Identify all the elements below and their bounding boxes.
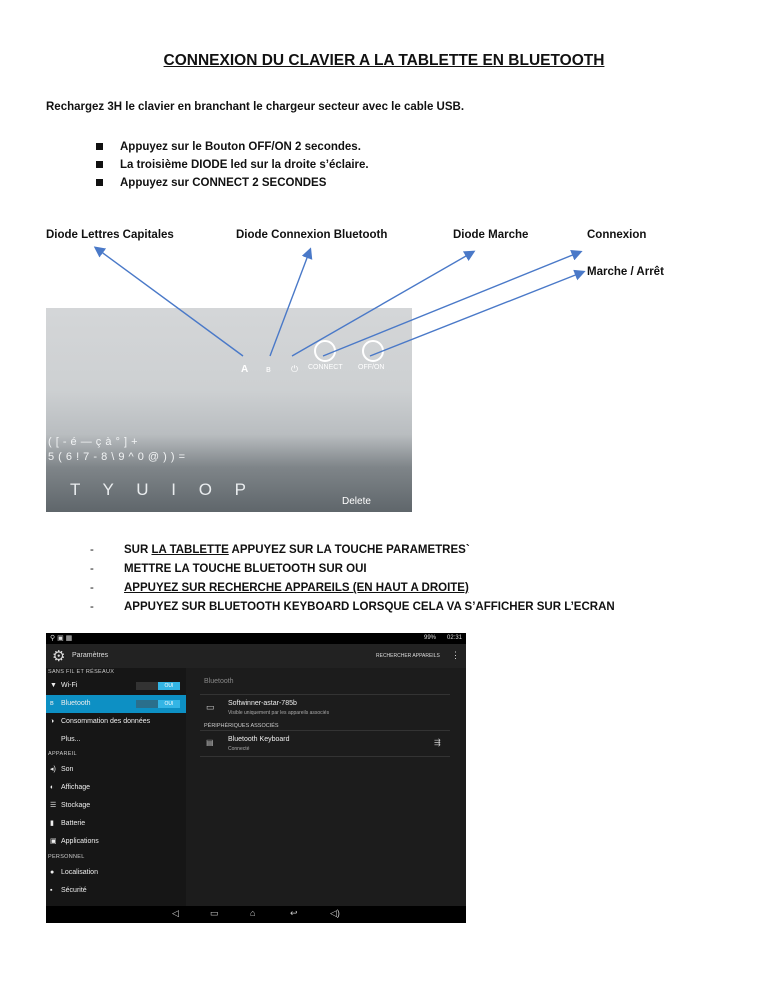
sidebar-item-location[interactable]: ● Localisation [46,864,186,882]
app-title: Paramètres [72,652,109,659]
sidebar-item-sound[interactable]: ◂) Son [46,761,186,779]
laptop-icon: ▭ [206,702,215,712]
intro-text: Rechargez 3H le clavier en branchant le chargeur secteur avec le cable USB. [46,101,465,113]
device-visibility: Visible uniquement par les appareils associés [228,710,330,716]
divider [200,756,450,757]
key-row-bottom: T Y U I O P [70,480,246,499]
status-bar [46,633,466,644]
search-devices-button[interactable]: RECHERCHER APPAREILS [376,653,440,659]
key-row-top: ( [ - é — ç à ° ] + [48,436,139,448]
offon-button-icon [362,340,384,362]
action-bar [46,644,466,668]
connect-button-icon [314,340,336,362]
bluetooth-icon: ʙ [50,700,54,707]
step-item: Appuyez sur le Bouton OFF/ON 2 secondes. [96,138,369,156]
label-bt-led: Diode Connexion Bluetooth [236,229,388,241]
sound-icon: ◂) [50,766,56,773]
lock-icon: ▪ [50,887,53,894]
paired-device-status: Connecté [228,746,250,752]
step-list [96,138,369,192]
navigation-bar [46,906,466,923]
tablet-step-item: - APPUYEZ SUR BLUETOOTH KEYBOARD LORSQUE CELA VA S’AFFICHER SUR L’ECRAN [90,598,615,617]
volume-down-icon[interactable]: ◁ [172,908,179,918]
step-item: La troisième DIODE led sur la droite s’éclaire. [96,156,369,174]
divider [200,694,450,695]
location-icon: ● [50,869,55,876]
battery-icon: ▮ [50,820,54,827]
device-settings-icon[interactable]: ⇶ [434,738,441,747]
status-time: 02:31 [446,635,462,641]
overflow-menu-icon[interactable]: ⋮ [451,650,460,660]
wifi-icon: ▼ [50,682,57,689]
sidebar-item-apps[interactable]: ▣ Applications [46,833,186,851]
sidebar-item-display[interactable]: ◐ Affichage [46,779,186,797]
sidebar-item-wifi[interactable]: ▼ Wi-Fi OUI [46,677,186,695]
settings-sidebar [46,668,186,906]
delete-key-label: Delete [342,496,371,507]
home-icon[interactable]: ⌂ [250,908,256,918]
section-personal: PERSONNEL [48,854,85,860]
storage-icon: ☰ [50,802,57,809]
divider [200,730,450,731]
sidebar-item-bluetooth[interactable]: ʙ Bluetooth OUI [46,695,186,713]
bluetooth-led-icon: ʙ [266,364,271,374]
label-onoff: Marche / Arrêt [587,266,664,278]
bluetooth-toggle[interactable]: OUI [136,700,180,708]
wifi-toggle[interactable]: OUI [136,682,180,690]
key-row-middle: 5 ( 6 ! 7 - 8 \ 9 ^ 0 @ ) ) = [48,451,186,463]
section-wireless: SANS FIL ET RÉSEAUX [48,669,115,675]
page-title: CONNEXION DU CLAVIER A LA TABLETTE EN BLUETOOTH [163,52,605,69]
caps-led-label: A [241,364,249,375]
sidebar-item-storage[interactable]: ☰ Stockage [46,797,186,815]
volume-up-icon[interactable]: ◁) [330,908,340,918]
connect-label: CONNECT [308,364,343,371]
keyboard-photo [46,308,412,512]
status-icons-left: ⚲ ▣ ▦ [50,635,73,642]
tablet-step-list [90,541,615,617]
recent-apps-icon[interactable]: ▭ [210,908,219,918]
paired-devices-header: PÉRIPHÉRIQUES ASSOCIÉS [204,723,279,729]
step-item: Appuyez sur CONNECT 2 SECONDES [96,174,369,192]
display-icon: ◐ [50,784,55,791]
android-settings-screenshot [46,633,466,923]
data-usage-icon: ◑ [50,718,55,725]
keyboard-icon: ▤ [206,738,214,747]
label-connect: Connexion [587,229,647,241]
bluetooth-header: Bluetooth [204,678,234,685]
apps-icon: ▣ [50,838,57,845]
tablet-step-item: - METTRE LA TOUCHE BLUETOOTH SUR OUI [90,560,615,579]
sidebar-item-more[interactable]: Plus... [61,736,81,743]
settings-gear-icon: ⚙ [52,648,66,665]
power-led-icon: ⏻ [291,364,299,374]
status-battery: 99% [423,635,436,641]
section-device: APPAREIL [48,751,77,757]
sidebar-item-security[interactable]: ▪ Sécurité [46,882,186,900]
sidebar-item-battery[interactable]: ▮ Batterie [46,815,186,833]
sidebar-item-data[interactable]: ◑ Consommation des données [46,713,186,731]
label-caps-led: Diode Lettres Capitales [46,229,174,241]
tablet-step-item: - APPUYEZ SUR RECHERCHE APPAREILS (EN HAUT A DROITE) [90,579,615,598]
paired-device-name[interactable]: Bluetooth Keyboard [228,736,290,743]
label-power-led: Diode Marche [453,229,529,241]
device-name[interactable]: Softwinner-astar-785b [228,700,297,707]
bluetooth-panel [186,668,466,906]
tablet-step-item: - SUR LA TABLETTE APPUYEZ SUR LA TOUCHE PARAMETRES` [90,541,615,560]
offon-label: OFF/ON [358,364,385,371]
back-icon[interactable]: ↩ [290,908,298,918]
